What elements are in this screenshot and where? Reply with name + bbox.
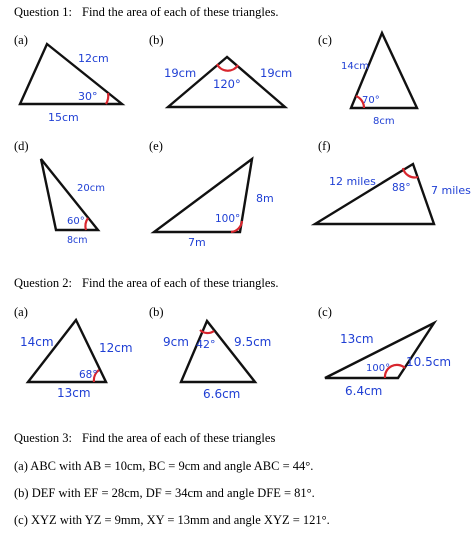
q1-part-f-label: (f): [318, 139, 331, 153]
q1-part-e-label: (e): [149, 139, 163, 153]
q2-b-side-label-2: 9.5cm: [234, 335, 272, 349]
q1-f-side-label-1: 12 miles: [329, 175, 376, 188]
q1-f-angle-label: 88°: [392, 182, 411, 194]
q1-d-triangle: [41, 159, 105, 246]
q1-a-side-label-2: 15cm: [48, 111, 79, 124]
q2-b-triangle: [163, 321, 271, 401]
q1-e-triangle: [154, 159, 274, 249]
q1-a-triangle: [20, 44, 122, 124]
q2-part-b-label: (b): [149, 305, 164, 319]
q1-e-angle-label: 100°: [215, 213, 241, 225]
q2-a-side-label-1: 14cm: [20, 335, 54, 349]
q1-c-side-label-2: 8cm: [373, 116, 395, 127]
q1-f-side-label-2: 7 miles: [431, 184, 471, 197]
q1-b-side-label-1: 19cm: [164, 66, 197, 80]
q2-c-side-label-1: 13cm: [340, 332, 374, 346]
q1-c-angle-label: 70°: [362, 95, 380, 106]
q1-b-angle-label: 120°: [213, 77, 241, 91]
q2-b-side-label-3: 6.6cm: [203, 387, 241, 401]
q1-b-triangle: [164, 57, 292, 107]
q1-part-d-label: (d): [14, 139, 29, 153]
question-3-number: Question 3:: [14, 431, 72, 445]
question-1-title: Find the area of each of these triangles.: [82, 5, 279, 19]
q3-item-b: (b) DEF with EF = 28cm, DF = 34cm and angle DFE = 81°.: [14, 486, 315, 500]
q1-b-side-label-2: 19cm: [260, 66, 293, 80]
q2-c-side-label-2: 10.5cm: [406, 355, 452, 369]
q2-a-angle-label: 68°: [79, 369, 98, 381]
q2-b-angle-label: 42°: [196, 338, 216, 351]
q2-b-side-label-1: 9cm: [163, 335, 189, 349]
q2-part-a-label: (a): [14, 305, 28, 319]
q1-c-side-label-1: 14cm: [341, 61, 369, 72]
q2-c-side-label-3: 6.4cm: [345, 384, 383, 398]
q1-a-angle-label: 30°: [78, 90, 98, 103]
q1-part-c-label: (c): [318, 33, 332, 47]
q1-c-triangle: [341, 33, 417, 127]
question-3-title: Find the area of each of these triangles: [82, 431, 276, 445]
q1-e-side-label-1: 8m: [256, 192, 274, 205]
question-1-number: Question 1:: [14, 5, 72, 19]
q1-part-a-label: (a): [14, 33, 28, 47]
q3-item-c: (c) XYZ with YZ = 9mm, XY = 13mm and angle XYZ = 121°.: [14, 513, 330, 527]
q1-d-side-label-2: 8cm: [67, 235, 88, 246]
q2-part-c-label: (c): [318, 305, 332, 319]
q2-c-triangle: [325, 323, 451, 398]
q2-a-triangle: [20, 320, 133, 400]
question-2-title: Find the area of each of these triangles.: [82, 276, 279, 290]
q1-e-side-label-2: 7m: [188, 236, 206, 249]
q1-f-triangle: [315, 164, 471, 224]
q1-part-b-label: (b): [149, 33, 164, 47]
q2-a-side-label-3: 13cm: [57, 386, 91, 400]
q2-c-angle-label: 100°: [366, 363, 391, 374]
q1-d-angle-label: 60°: [67, 216, 85, 227]
q3-item-a: (a) ABC with AB = 10cm, BC = 9cm and angle ABC = 44°.: [14, 459, 314, 473]
q1-d-side-label-1: 20cm: [77, 183, 105, 194]
q2-a-side-label-2: 12cm: [99, 341, 133, 355]
question-2-number: Question 2:: [14, 276, 72, 290]
q1-a-side-label-1: 12cm: [78, 52, 109, 65]
